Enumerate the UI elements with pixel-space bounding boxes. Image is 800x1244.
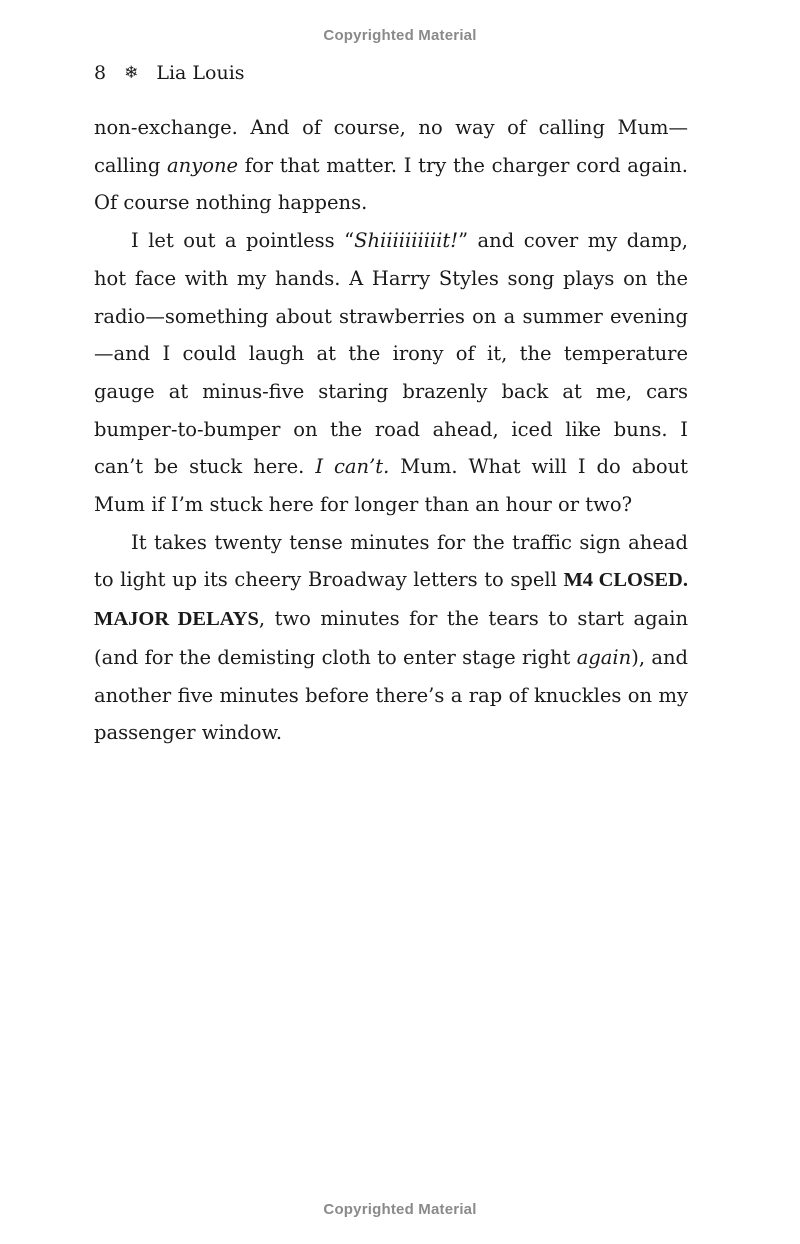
copyright-watermark-top: Copyrighted Material <box>323 27 477 44</box>
text-segment: ” and cover my damp, hot face with my hands. A Harry Styles song plays on the radio—something about strawberries on a summer evening—and I could laugh at the irony of it, the temperature gauge at minus-five staring brazenly back at me, cars bumper-to-bumper on the road ahead, iced like buns. I can’t be stuck here. <box>94 229 688 479</box>
traffic-sign-text: M4 CLOSED. MAJOR DELAYS <box>94 569 688 631</box>
paragraph-2 <box>94 222 688 524</box>
text-segment: It takes twenty tense minutes for the traffic sign ahead to light up its cheery Broadway letters to spell <box>94 530 688 592</box>
emphasis-text: Shiiiiiiiiiit! <box>354 229 459 253</box>
emphasis-text: anyone <box>167 153 239 177</box>
page-number: 8 <box>94 62 107 84</box>
paragraph-3 <box>94 524 688 752</box>
paragraph-1 <box>94 109 688 222</box>
text-segment: , two minutes for the tears to start again (and for the demisting cloth to enter stage right <box>94 607 689 669</box>
copyright-watermark-bottom: Copyrighted Material <box>323 1201 477 1218</box>
emphasis-text: again <box>576 645 632 669</box>
text-segment: non-exchange. And of course, no way of calling Mum—calling <box>94 116 688 177</box>
emphasis-text: I can’t. <box>315 455 390 479</box>
text-segment: Mum. What will I do about Mum if I’m stuck here for longer than an hour or two? <box>94 455 688 517</box>
text-segment: I let out a pointless “ <box>131 229 355 253</box>
text-segment: ), and another five minutes before there’s a rap of knuckles on my passenger window. <box>94 645 688 745</box>
snowflake-icon: ❄ <box>124 63 139 83</box>
author-name: Lia Louis <box>156 62 245 84</box>
running-head <box>94 62 245 84</box>
page-body <box>94 109 688 752</box>
text-segment: for that matter. I try the charger cord again. Of course nothing happens. <box>94 153 689 215</box>
